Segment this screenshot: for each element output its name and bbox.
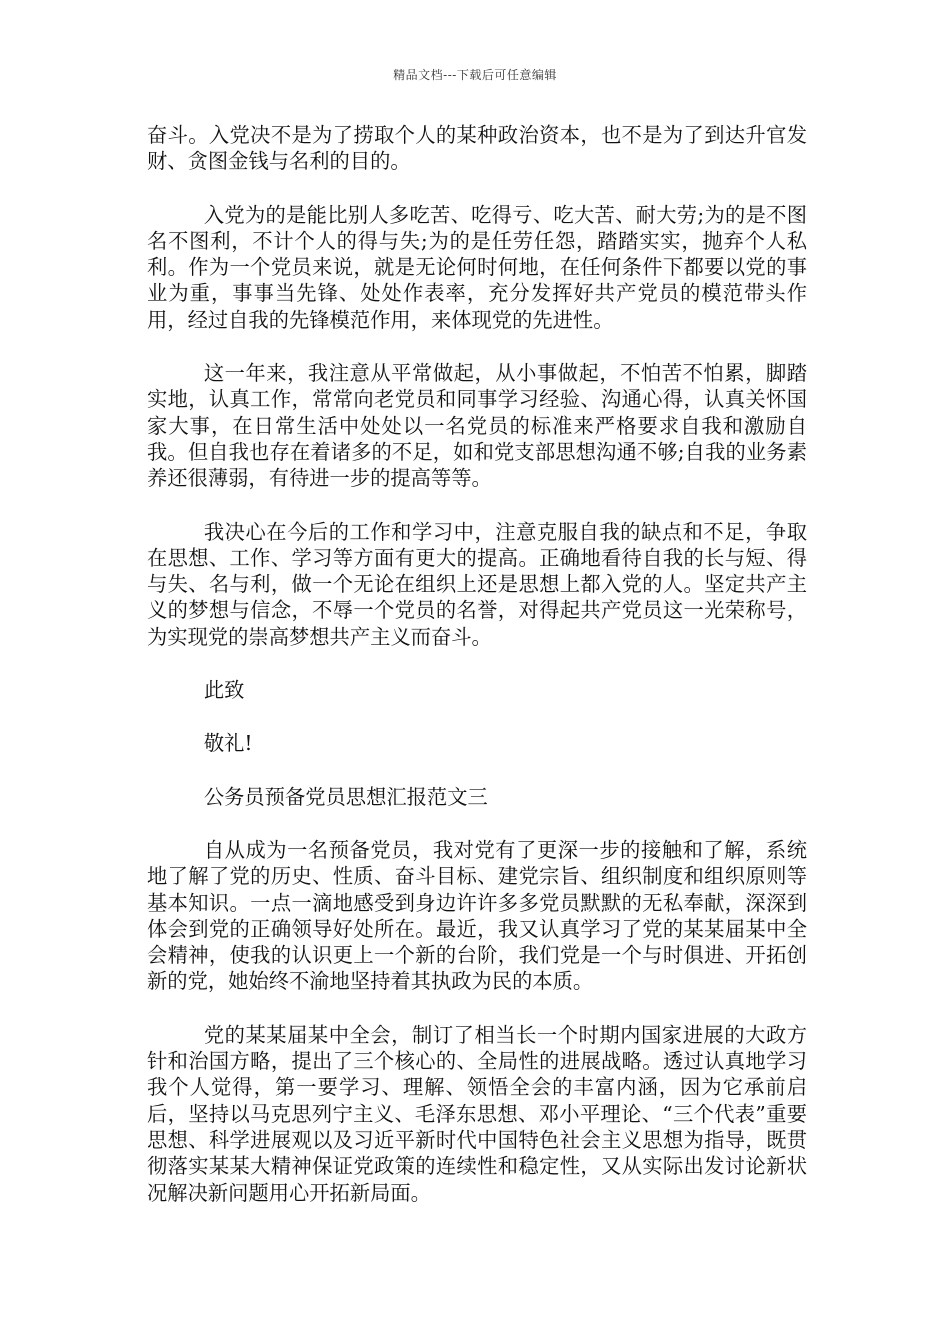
paragraph: 党的某某届某中全会，制订了相当长一个时期内国家进展的大政方针和治国方略，提出了三个核心的、全局性的进展战略。透过认真地学习我个人觉得，第一要学习、理解、领悟全会的丰富内涵，因为它承前启后，坚持以马克思列宁主义、毛泽东思想、邓小平理论、“三个代表”重要思想、科学进展观以及习近平新时代中国特色社会主义思想为指导，既贯彻落实某某大精神保证党政策的连续性和稳定性，又从实际出发讨论新状况解决新问题用心开拓新局面。 xyxy=(147,1022,807,1205)
closing-regards: 敬礼! xyxy=(203,731,253,756)
paragraph: 我决心在今后的工作和学习中，注意克服自我的缺点和不足，争取在思想、工作、学习等方面有更大的提高。正确地看待自我的长与短、得与失、名与利，做一个无论在组织上还是思想上都入党的人。坚定共产主义的梦想与信念，不辱一个党员的名誉，对得起共产党员这一光荣称号，为实现党的崇高梦想共产主义而奋斗。 xyxy=(147,519,807,649)
page-header: 精品文档---下载后可任意编辑 xyxy=(393,68,557,82)
paragraph: 奋斗。入党决不是为了捞取个人的某种政治资本，也不是为了到达升官发财、贪图金钱与名利的目的。 xyxy=(147,123,807,174)
document-body xyxy=(147,122,807,1233)
paragraph: 入党为的是能比别人多吃苦、吃得亏、吃大苦、耐大劳;为的是不图名不图利，不计个人的得与失;为的是任劳任怨，踏踏实实，抛弃个人私利。作为一个党员来说，就是无论何时何地，在任何条件下都要以党的事业为重，事事当先锋、处处作表率，充分发挥好共产党员的模范带头作用，经过自我的先锋模范作用，来体现党的先进性。 xyxy=(147,202,807,332)
closing-salutation: 此致 xyxy=(203,678,245,703)
paragraph: 这一年来，我注意从平常做起，从小事做起，不怕苦不怕累，脚踏实地，认真工作，常常向老党员和同事学习经验、沟通心得，认真关怀国家大事，在日常生活中处处以一名党员的标准来严格要求自我和激励自我。但自我也存在着诸多的不足，如和党支部思想沟通不够;自我的业务素养还很薄弱，有待进一步的提高等等。 xyxy=(147,361,807,491)
paragraph: 自从成为一名预备党员，我对党有了更深一步的接触和了解，系统地了解了党的历史、性质、奋斗目标、建党宗旨、组织制度和组织原则等基本知识。一点一滴地感受到身边许许多多党员默默的无私奉献，深深到体会到党的正确领导好处所在。最近，我又认真学习了党的某某届某中全会精神，使我的认识更上一个新的台阶，我们党是一个与时俱进、开拓创新的党，她始终不渝地坚持着其执政为民的本质。 xyxy=(147,837,807,994)
section-title: 公务员预备党员思想汇报范文三 xyxy=(203,784,488,809)
